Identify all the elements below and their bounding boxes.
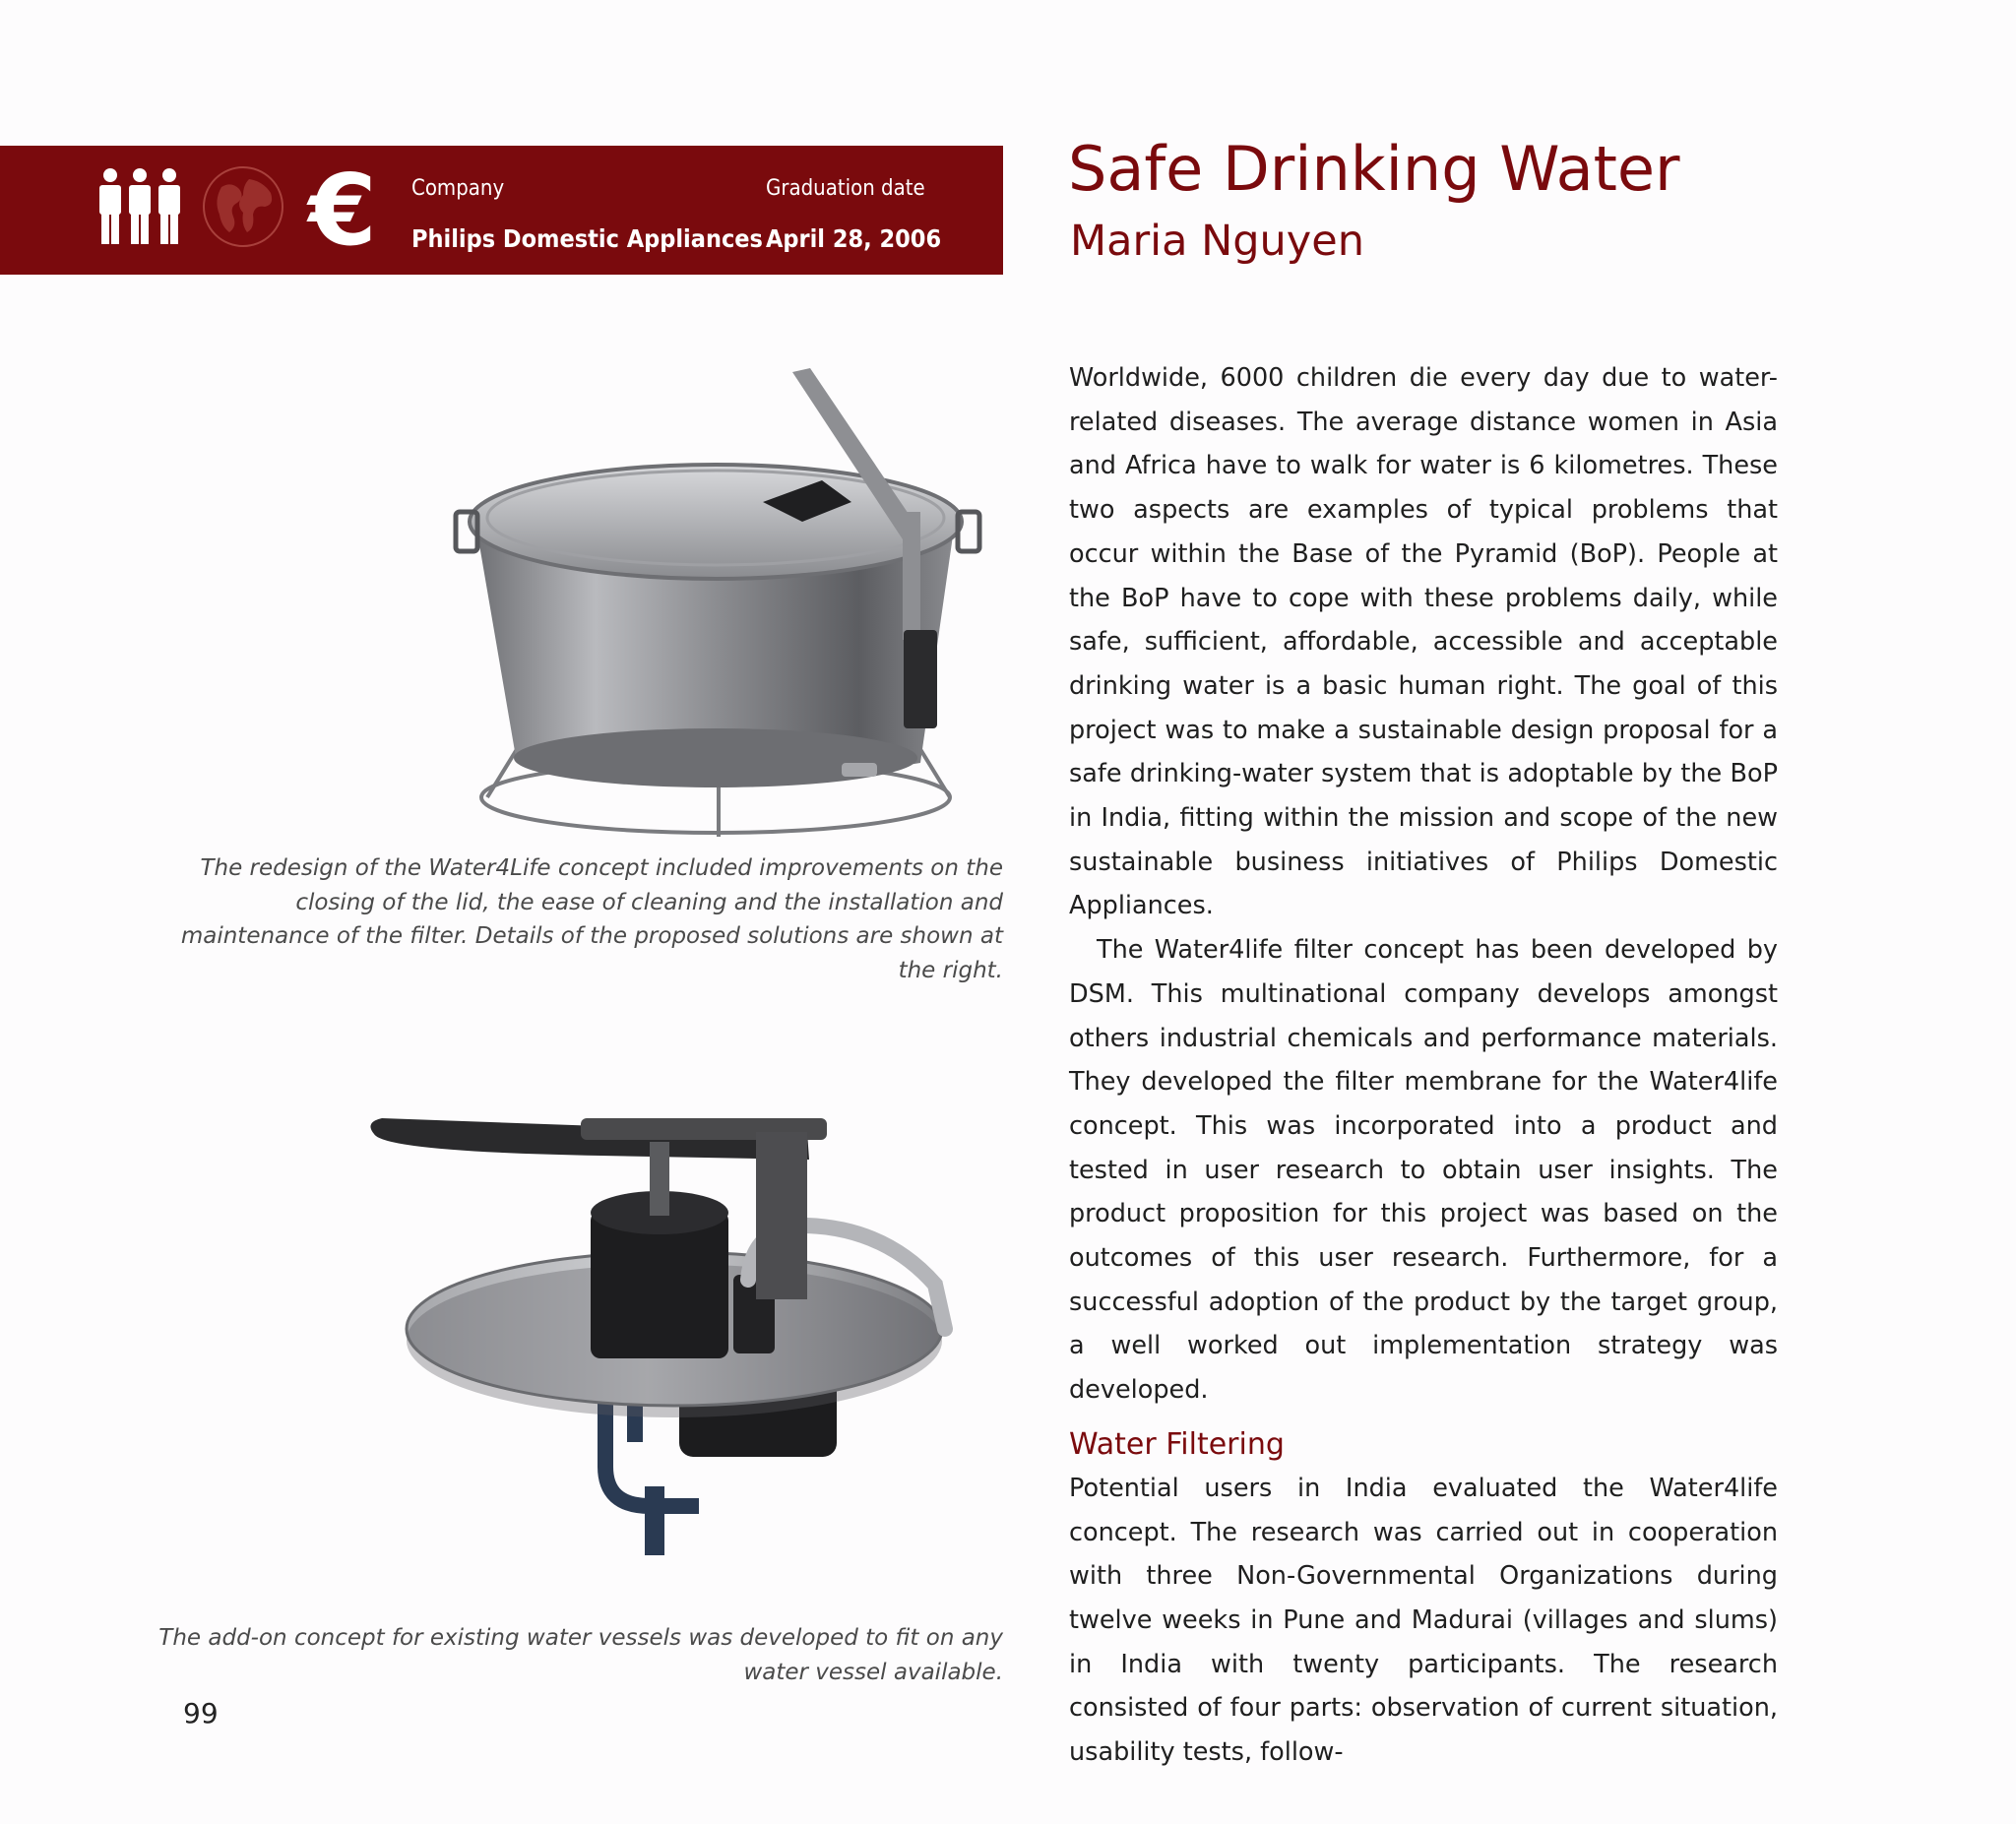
article-body: [1069, 356, 1778, 1775]
section-heading: Water Filtering: [1069, 1426, 1285, 1462]
section-paragraph: Potential users in India evaluated the Water4life concept. The research was carried out in cooperation with three Non-Governmental Organizations during twelve weeks in Pune and Madurai (villages and slums) in India with twenty participants. The research consisted of four parts: observation of current situation, usability tests, follow-: [1069, 1473, 1778, 1768]
globe-icon: [202, 165, 284, 248]
body-paragraph-1: Worldwide, 6000 children die every day due to water-related diseases. The average distance women in Asia and Africa have to walk for water is 6 kilometres. These two aspects are examples of typical problems that occur within the Base of the Pyramid (BoP). People at the BoP have to cope with these problems daily, while safe, sufficient, affordable, accessible and acceptable drinking water is a basic human right. The goal of this project was to make a sustainable design proposal for a safe drinking-water system that is adoptable by the BoP in India, fitting within the mission and scope of the new sustainable business initiatives of Philips Domestic Appliances.: [1069, 363, 1778, 921]
graduation-label: Graduation date: [766, 176, 925, 201]
figure-caption-1: The redesign of the Water4Life concept included improvements on the closing of the lid, the ease of cleaning and the installation and maintenance of the filter. Details of the proposed solutions are shown at the right.: [180, 855, 1003, 983]
body-paragraph-2: The Water4life filter concept has been developed by DSM. This multinational company develops amongst others industrial chemicals and performance materials. They developed the filter membrane for the Water4life concept. This was incorporated into a product and tested in user research to obtain user insights. The product proposition for this project was based on the outcomes of this user research. Furthermore, for a successful adoption of the product by the target group, a well worked out implementation strategy was developed.: [1069, 935, 1778, 1406]
graduation-value: April 28, 2006: [766, 224, 942, 253]
add-on-pump-image: [354, 1112, 994, 1575]
water-filter-vessel-image: [448, 364, 999, 847]
article-author: Maria Nguyen: [1070, 217, 1364, 266]
figure-caption-2: The add-on concept for existing water vessels was developed to fit on any water vessel available.: [158, 1625, 1003, 1685]
euro-icon: €: [308, 153, 377, 268]
company-label: Company: [411, 176, 505, 201]
article-title: Safe Drinking Water: [1068, 133, 1680, 205]
page-number: 99: [183, 1697, 219, 1730]
people-icon: [96, 167, 183, 244]
company-value: Philips Domestic Appliances: [411, 224, 763, 253]
header-banner: [0, 146, 1003, 275]
